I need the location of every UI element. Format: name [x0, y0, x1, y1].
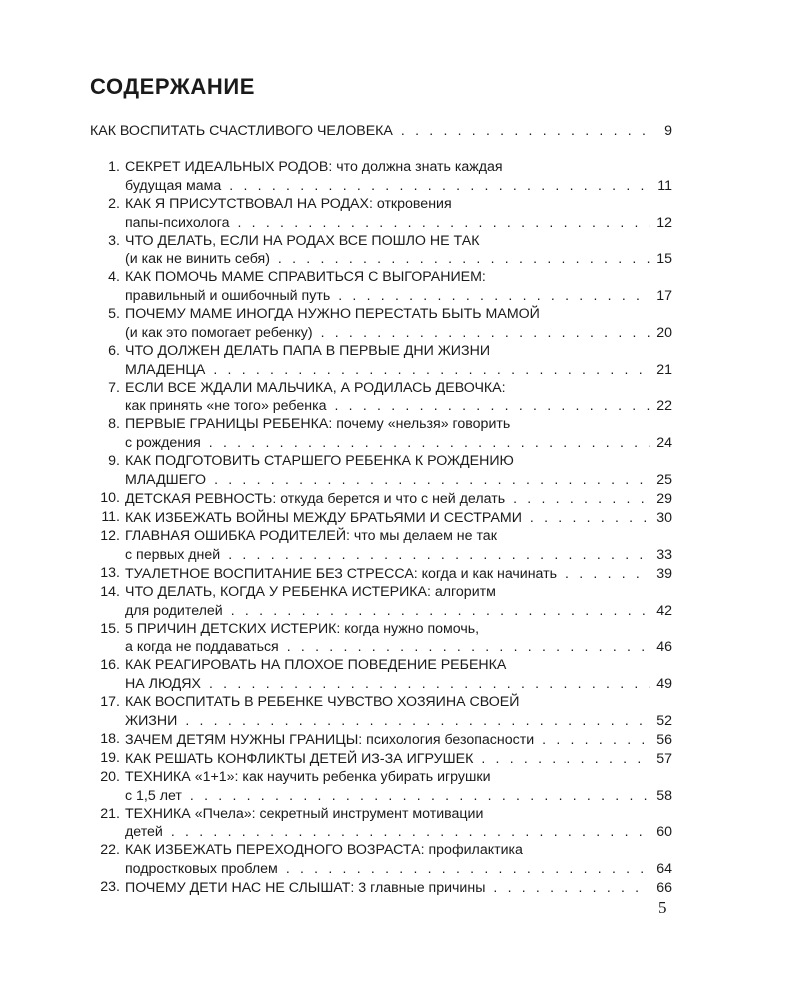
- toc-entry-last-line: [125, 879, 672, 898]
- dot-leader: [209, 434, 650, 452]
- toc-entry-number: 11.: [101, 509, 120, 526]
- toc-entry-number: 23.: [100, 879, 120, 896]
- toc-entry: [88, 196, 672, 233]
- toc-entry-number: 14.: [100, 583, 120, 600]
- toc-entry-title-line: ЧТО ДОЛЖЕН ДЕЛАТЬ ПАПА В ПЕРВЫЕ ДНИ ЖИЗНИ: [125, 342, 491, 359]
- toc-entry-last-line: [125, 471, 672, 490]
- toc-entry: [88, 416, 672, 453]
- toc-entry-page: 33: [656, 546, 672, 563]
- toc-entry-title-end: с рождения: [125, 435, 201, 452]
- dot-leader: [229, 177, 651, 195]
- toc-entry-body: [125, 621, 672, 658]
- toc-entry-page: 39: [656, 565, 672, 582]
- toc-entry-title-line: ЧТО ДЕЛАТЬ, КОГДА У РЕБЕНКА ИСТЕРИКА: алгоритм: [125, 583, 496, 600]
- toc-entry-page: 12: [656, 214, 672, 231]
- toc-entry-last-line: [125, 860, 672, 879]
- toc-entry-body: [125, 343, 672, 380]
- toc-entry-title-end: как принять «не того» ребенка: [125, 398, 327, 415]
- toc-entry-page: 11: [657, 177, 672, 194]
- toc-entry-page: 25: [656, 472, 672, 489]
- toc-entry: [88, 380, 672, 417]
- toc-entry-number: 3.: [108, 232, 120, 249]
- toc-entry-page: 46: [656, 639, 672, 656]
- toc-entry-body: [125, 694, 672, 731]
- toc-entry-last-line: [125, 214, 672, 233]
- toc-entry-title-line: ТЕХНИКА «Пчела»: секретный инструмент мотивации: [125, 805, 484, 822]
- dot-leader: [237, 214, 650, 232]
- dot-leader: [287, 638, 650, 656]
- toc-entry-page: 57: [656, 750, 672, 767]
- toc-entry-title-line: КАК ПОМОЧЬ МАМЕ СПРАВИТЬСЯ С ВЫГОРАНИЕМ:: [125, 269, 486, 286]
- toc-entry: [88, 694, 672, 731]
- toc-entry-title-end: а когда не поддаваться: [125, 639, 279, 656]
- toc-entry-title-end: НА ЛЮДЯХ: [125, 676, 201, 693]
- toc-entry-number: 2.: [108, 195, 120, 212]
- toc-entry-title-line: ГЛАВНАЯ ОШИБКА РОДИТЕЛЕЙ: что мы делаем не так: [125, 528, 497, 544]
- toc-entry-title-end: ЖИЗНИ: [125, 712, 178, 729]
- dot-leader: [530, 509, 650, 527]
- toc-entry-number: 15.: [100, 620, 120, 637]
- dot-leader: [214, 471, 650, 489]
- toc-entry: [88, 806, 672, 843]
- toc-entry-body: [125, 806, 672, 843]
- toc-entry-number: 22.: [100, 842, 120, 859]
- toc-entry-page: 66: [656, 880, 672, 897]
- toc-entry: [88, 306, 672, 343]
- toc-entry-last-line: [125, 361, 672, 380]
- toc-entry-title-line: СЕКРЕТ ИДЕАЛЬНЫХ РОДОВ: что должна знать каждая: [125, 159, 503, 175]
- toc-entry-last-line: [125, 712, 672, 731]
- toc-entry-body: [125, 306, 672, 343]
- toc-list: [88, 159, 672, 898]
- toc-entry-body: [125, 769, 672, 806]
- toc-entry-page: 20: [656, 324, 672, 341]
- toc-entry-page: 24: [656, 435, 672, 452]
- toc-entry-number: 10.: [100, 490, 120, 507]
- toc-entry-body: [125, 842, 672, 879]
- toc-entry-title-end: с 1,5 лет: [125, 787, 182, 804]
- toc-entry-title-line: ЧТО ДЕЛАТЬ, ЕСЛИ НА РОДАХ ВСЕ ПОШЛО НЕ ТАК: [125, 232, 480, 249]
- toc-intro-entry: [90, 121, 672, 140]
- toc-entry-number: 4.: [108, 269, 120, 286]
- toc-entry-title-line: 5 ПРИЧИН ДЕТСКИХ ИСТЕРИК: когда нужно помочь,: [125, 620, 480, 637]
- page-number: 5: [658, 898, 667, 917]
- toc-entry-title-end: правильный и ошибочный путь: [125, 288, 331, 305]
- toc-intro-text: КАК ВОСПИТАТЬ СЧАСТЛИВОГО ЧЕЛОВЕКА: [90, 123, 393, 139]
- dot-leader: [171, 823, 650, 841]
- toc-entry-title-end: для родителей: [125, 602, 223, 619]
- toc-entry-title-end: с первых дней: [125, 546, 221, 563]
- toc-entry-last-line: [125, 731, 672, 750]
- toc-entry-body: [125, 509, 672, 528]
- toc-entry-body: [125, 528, 672, 565]
- toc-entry: [88, 159, 672, 196]
- toc-entry-page: 56: [656, 731, 672, 748]
- toc-entry: [88, 343, 672, 380]
- toc-entry: [88, 621, 672, 658]
- toc-entry-title-line: КАК ИЗБЕЖАТЬ ПЕРЕХОДНОГО ВОЗРАСТА: профилактика: [125, 842, 523, 859]
- toc-entry: [88, 565, 672, 584]
- toc-entry-number: 7.: [108, 379, 120, 396]
- toc-entry-title-line: ПЕРВЫЕ ГРАНИЦЫ РЕБЕНКА: почему «нельзя» говорить: [125, 416, 511, 433]
- toc-entry-last-line: [125, 287, 672, 306]
- toc-entry: [88, 269, 672, 306]
- dot-leader: [493, 879, 650, 897]
- toc-entry-last-line: [125, 324, 672, 343]
- toc-entry-last-line: [125, 250, 672, 269]
- toc-entry-body: [125, 233, 672, 270]
- toc-entry-last-line: [125, 787, 672, 806]
- toc-entry-last-line: [125, 434, 672, 453]
- toc-entry-number: 1.: [108, 159, 120, 175]
- toc-entry-number: 13.: [100, 564, 120, 581]
- dot-leader: [565, 565, 650, 583]
- toc-entry-page: 22: [656, 398, 672, 415]
- toc-entry-title-line: КАК РЕАГИРОВАТЬ НА ПЛОХОЕ ПОВЕДЕНИЕ РЕБЕНКА: [125, 657, 507, 674]
- toc-entry-number: 12.: [100, 528, 120, 544]
- toc-entry-body: [125, 269, 672, 306]
- toc-entry-title-line: КАК ВОСПИТАТЬ В РЕБЕНКЕ ЧУВСТВО ХОЗЯИНА СВОЕЙ: [125, 694, 520, 711]
- toc-entry-title-line: ТЕХНИКА «1+1»: как научить ребенка убирать игрушки: [125, 768, 491, 785]
- toc-entry-title-end: КАК ИЗБЕЖАТЬ ВОЙНЫ МЕЖДУ БРАТЬЯМИ И СЕСТРАМИ: [125, 510, 522, 527]
- page-title: СОДЕРЖАНИЕ: [90, 74, 256, 99]
- dot-leader: [231, 602, 651, 620]
- toc-entry: [88, 453, 672, 490]
- dot-leader: [338, 287, 650, 305]
- toc-entry-title-end: папы-психолога: [125, 214, 230, 231]
- toc-entry-page: 49: [656, 676, 672, 693]
- toc-entry-body: [125, 731, 672, 750]
- toc-entry-page: 60: [656, 824, 672, 841]
- toc-entry-number: 16.: [100, 657, 120, 674]
- toc-entry-last-line: [125, 509, 672, 528]
- toc-entry-last-line: [125, 675, 672, 694]
- toc-entry-last-line: [125, 750, 672, 769]
- toc-entry-body: [125, 453, 672, 490]
- toc-entry-title-end: (и как это помогает ребенку): [125, 324, 313, 341]
- toc-entry-title-end: подростковых проблем: [125, 861, 278, 878]
- toc-entry: [88, 842, 672, 879]
- toc-entry-page: 64: [656, 861, 672, 878]
- toc-entry: [88, 750, 672, 769]
- toc-entry-page: 58: [656, 787, 672, 804]
- toc-entry-last-line: [125, 490, 672, 509]
- toc-entry-number: 21.: [100, 805, 120, 822]
- toc-entry: [88, 233, 672, 270]
- dot-leader: [213, 361, 650, 379]
- toc-entry-last-line: [125, 638, 672, 657]
- toc-entry-body: [125, 750, 672, 769]
- toc-entry: [88, 584, 672, 621]
- toc-entry-body: [125, 159, 672, 196]
- toc-entry-number: 6.: [108, 342, 120, 359]
- toc-entry-title-end: будущая мама: [125, 177, 222, 194]
- toc-entry-last-line: [125, 823, 672, 842]
- toc-entry-page: 21: [656, 361, 672, 378]
- toc-entry: [88, 490, 672, 509]
- toc-entry-title-end: КАК РЕШАТЬ КОНФЛИКТЫ ДЕТЕЙ ИЗ-ЗА ИГРУШЕК: [125, 750, 474, 767]
- dot-leader: [335, 397, 651, 415]
- toc-entry-number: 20.: [100, 768, 120, 785]
- dot-leader: [401, 121, 652, 139]
- toc-entry-body: [125, 565, 672, 584]
- toc-entry-number: 18.: [100, 730, 120, 747]
- toc-entry-number: 17.: [100, 694, 120, 711]
- toc-entry-page: 29: [656, 491, 672, 508]
- dot-leader: [228, 546, 650, 564]
- toc-entry-body: [125, 380, 672, 417]
- dot-leader: [481, 750, 650, 768]
- toc-entry: [88, 509, 672, 528]
- toc-entry-last-line: [125, 565, 672, 584]
- dot-leader: [321, 324, 651, 342]
- toc-entry-number: 9.: [108, 453, 120, 470]
- dot-leader: [542, 731, 650, 749]
- toc-entry-page: 52: [656, 712, 672, 729]
- dot-leader: [209, 675, 650, 693]
- toc-entry-last-line: [125, 602, 672, 621]
- toc-entry-title-end: ТУАЛЕТНОЕ ВОСПИТАНИЕ БЕЗ СТРЕССА: когда и как начинать: [125, 565, 558, 582]
- toc-entry-title-end: МЛАДШЕГО: [125, 472, 207, 489]
- toc-entry-title-end: ЗАЧЕМ ДЕТЯМ НУЖНЫ ГРАНИЦЫ: психология безопасности: [125, 731, 535, 748]
- toc-entry-title-line: КАК Я ПРИСУТСТВОВАЛ НА РОДАХ: откровения: [125, 195, 452, 212]
- toc-entry-number: 19.: [100, 749, 120, 766]
- toc-entry-last-line: [125, 546, 672, 565]
- dot-leader: [286, 860, 650, 878]
- toc-entry-page: 30: [656, 510, 672, 527]
- dot-leader: [190, 787, 650, 805]
- toc-entry: [88, 528, 672, 565]
- toc-entry-body: [125, 657, 672, 694]
- toc-entry-title-line: ПОЧЕМУ МАМЕ ИНОГДА НУЖНО ПЕРЕСТАТЬ БЫТЬ МАМОЙ: [125, 306, 540, 323]
- toc-entry: [88, 731, 672, 750]
- toc-entry: [88, 657, 672, 694]
- toc-entry-number: 5.: [108, 306, 120, 323]
- toc-entry-body: [125, 879, 672, 898]
- toc-entry-last-line: [125, 177, 672, 196]
- toc-entry-page: 42: [656, 602, 672, 619]
- dot-leader: [513, 490, 650, 508]
- toc-entry-body: [125, 584, 672, 621]
- toc-intro-page: 9: [664, 123, 672, 139]
- toc-entry-page: 17: [656, 288, 672, 305]
- toc-entry-body: [125, 416, 672, 453]
- toc-entry: [88, 769, 672, 806]
- toc-entry: [88, 879, 672, 898]
- toc-entry-number: 8.: [108, 416, 120, 433]
- toc-entry-body: [125, 490, 672, 509]
- toc-entry-title-line: КАК ПОДГОТОВИТЬ СТАРШЕГО РЕБЕНКА К РОЖДЕНИЮ: [125, 453, 514, 470]
- toc-entry-page: 15: [656, 251, 672, 268]
- toc-entry-title-line: ЕСЛИ ВСЕ ЖДАЛИ МАЛЬЧИКА, А РОДИЛАСЬ ДЕВОЧКА:: [125, 379, 506, 396]
- toc-entry-title-end: детей: [125, 824, 163, 841]
- dot-leader: [185, 712, 650, 730]
- toc-entry-title-end: МЛАДЕНЦА: [125, 361, 206, 378]
- toc-entry-title-end: ПОЧЕМУ ДЕТИ НАС НЕ СЛЫШАТ: 3 главные причины: [125, 880, 486, 897]
- toc-entry-body: [125, 196, 672, 233]
- toc-entry-last-line: [125, 397, 672, 416]
- dot-leader: [278, 250, 650, 268]
- toc-entry-title-end: (и как не винить себя): [125, 251, 270, 268]
- toc-entry-title-end: ДЕТСКАЯ РЕВНОСТЬ: откуда берется и что с ней делать: [125, 491, 506, 508]
